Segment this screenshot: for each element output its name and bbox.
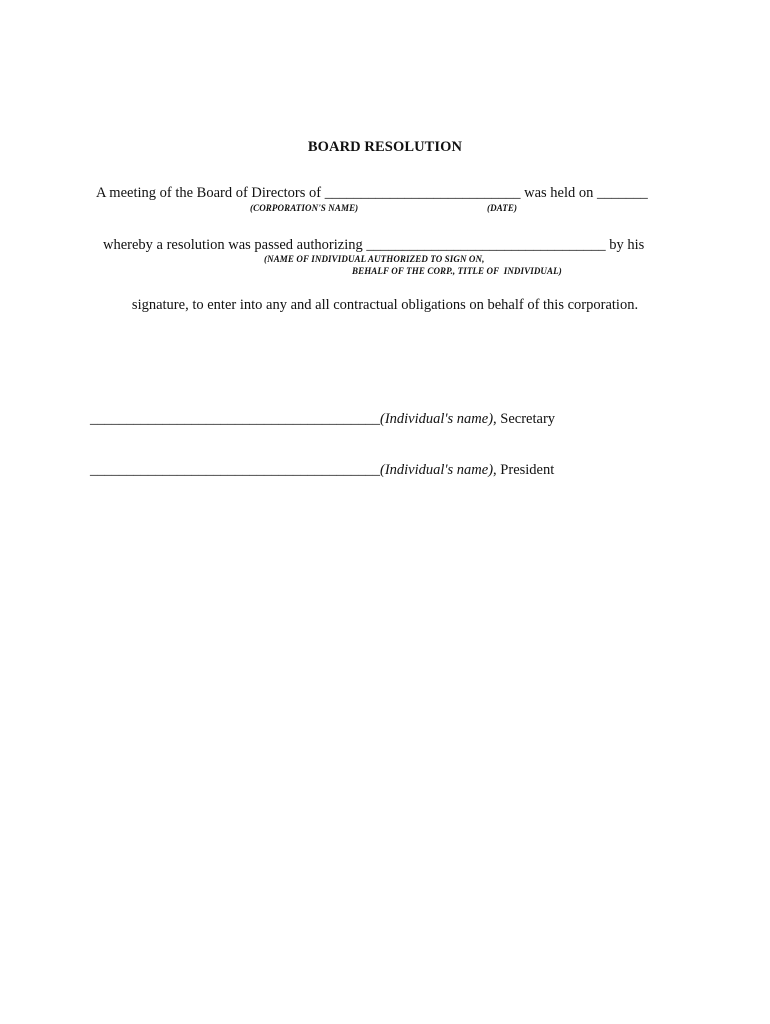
president-signature-blank: ________________________________________ [90, 462, 380, 478]
president-name-placeholder: (Individual's name) [380, 462, 494, 478]
obligations-sentence: signature, to enter into any and all contractual obligations on behalf of this corporation. [131, 297, 639, 313]
meeting-prefix: A meeting of the Board of Directors of [96, 185, 325, 201]
meeting-sentence [96, 185, 648, 202]
corporation-name-caption: (CORPORATION'S NAME) [250, 203, 359, 213]
authorized-individual-caption-line1: (NAME OF INDIVIDUAL AUTHORIZED TO SIGN ON, [264, 254, 485, 264]
secretary-signature-line [90, 411, 555, 428]
meeting-middle: was held on [520, 185, 597, 201]
president-role: , President [493, 462, 555, 478]
president-signature-line [90, 462, 554, 479]
secretary-signature-blank: ________________________________________ [90, 411, 380, 427]
document-title: BOARD RESOLUTION [307, 139, 463, 155]
authorized-individual-caption-line2: BEHALF OF THE CORP., TITLE OF INDIVIDUAL) [352, 266, 562, 276]
corporation-name-blank: ___________________________ [324, 185, 521, 201]
secretary-role: , Secretary [493, 411, 556, 427]
authorization-prefix: whereby a resolution was passed authorizing [103, 237, 367, 253]
authorized-individual-blank: _________________________________ [366, 237, 606, 253]
date-caption: (DATE) [487, 203, 518, 213]
date-blank: _______ [596, 185, 648, 201]
authorization-suffix: by his [605, 237, 645, 253]
authorization-sentence [103, 237, 644, 254]
secretary-name-placeholder: (Individual's name) [380, 411, 494, 427]
